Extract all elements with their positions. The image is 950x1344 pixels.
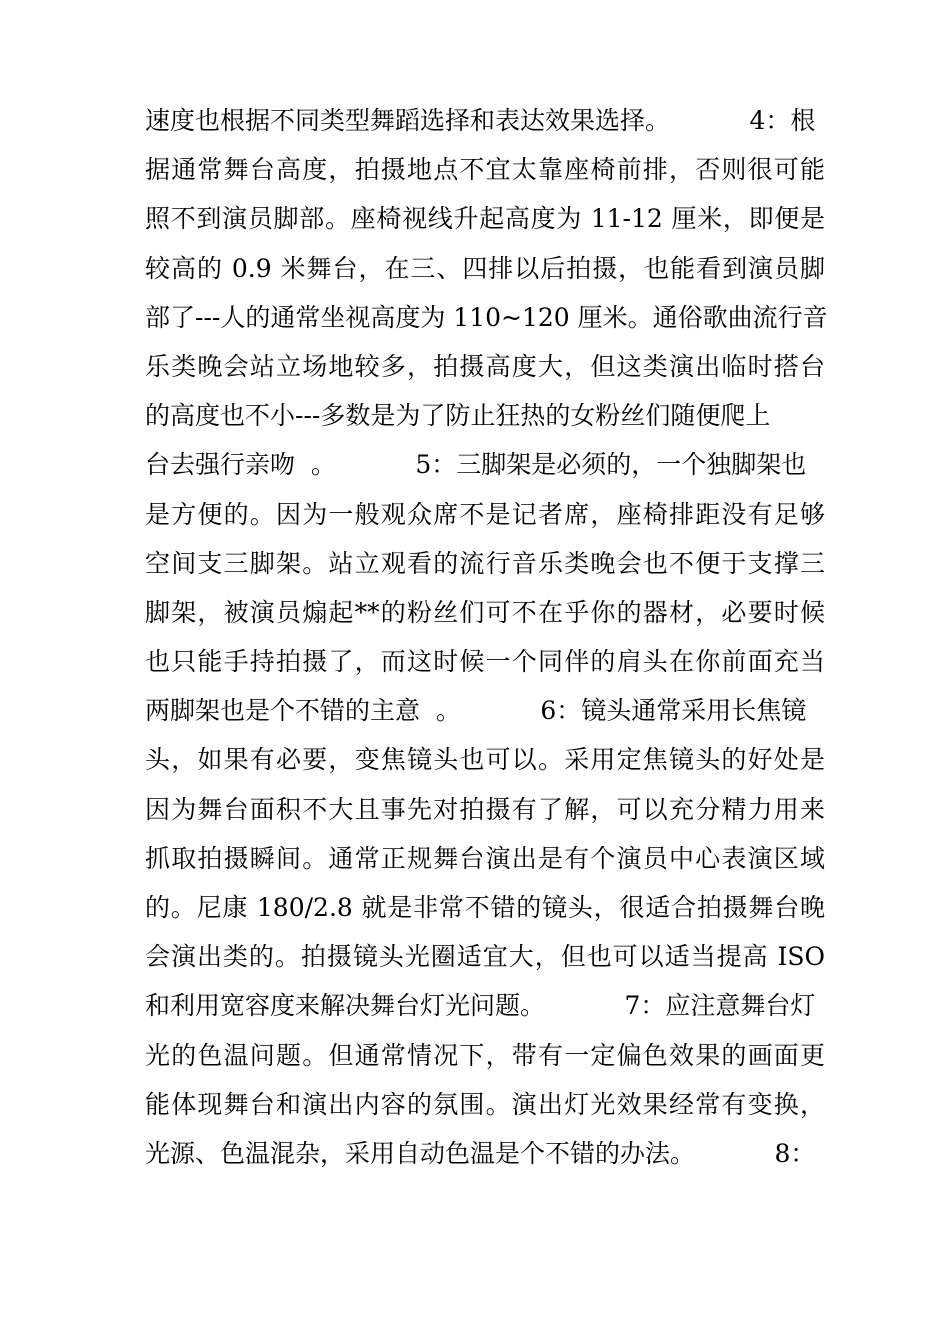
text-line: 脚架，被演员煽起**的粉丝们可不在乎你的器材，必要时候	[145, 597, 825, 627]
text-line: 光的色温问题。但通常情况下，带有一定偏色效果的画面更	[145, 1040, 825, 1070]
text-line: 空间支三脚架。站立观看的流行音乐类晚会也不便于支撑三	[145, 548, 825, 578]
text-line: 和利用宽容度来解决舞台灯光问题。 7：应注意舞台灯	[145, 991, 816, 1021]
text-line: 的。尼康 180/2.8 就是非常不错的镜头，很适合拍摄舞台晚	[145, 893, 825, 922]
body-text	[145, 96, 828, 1178]
text-line: 是方便的。因为一般观众席不是记者席，座椅排距没有足够	[145, 499, 825, 529]
text-line: 抓取拍摄瞬间。通常正规舞台演出是有个演员中心表演区域	[145, 843, 825, 873]
text-line: 光源、色温混杂，采用自动色温是个不错的办法。 8：	[145, 1138, 816, 1168]
text-line: 乐类晚会站立场地较多，拍摄高度大，但这类演出临时搭台	[145, 351, 825, 381]
text-line: 部了---人的通常坐视高度为 110~120 厘米。通俗歌曲流行音	[145, 302, 828, 332]
text-line: 速度也根据不同类型舞蹈选择和表达效果选择。 4：根	[145, 106, 816, 135]
text-line: 照不到演员脚部。座椅视线升起高度为 11-12 厘米，即便是	[145, 204, 825, 234]
text-line: 两脚架也是个不错的主意 。 6：镜头通常采用长焦镜	[145, 696, 807, 726]
text-line: 头，如果有必要，变焦镜头也可以。采用定焦镜头的好处是	[145, 745, 825, 775]
text-line: 台去强行亲吻 。 5：三脚架是必须的，一个独脚架也	[145, 450, 807, 480]
text-line: 因为舞台面积不大且事先对拍摄有了解，可以充分精力用来	[145, 794, 825, 824]
text-line: 能体现舞台和演出内容的氛围。演出灯光效果经常有变换，	[145, 1089, 825, 1119]
text-line: 较高的 0.9 米舞台，在三、四排以后拍摄，也能看到演员脚	[145, 253, 825, 283]
text-line: 也只能手持拍摄了，而这时候一个同伴的肩头在你前面充当	[145, 647, 825, 677]
text-line: 的高度也不小---多数是为了防止狂热的女粉丝们随便爬上	[145, 401, 771, 431]
text-line: 据通常舞台高度，拍摄地点不宜太靠座椅前排，否则很可能	[145, 155, 825, 185]
text-line: 会演出类的。拍摄镜头光圈适宜大，但也可以适当提高 ISO	[145, 942, 825, 972]
